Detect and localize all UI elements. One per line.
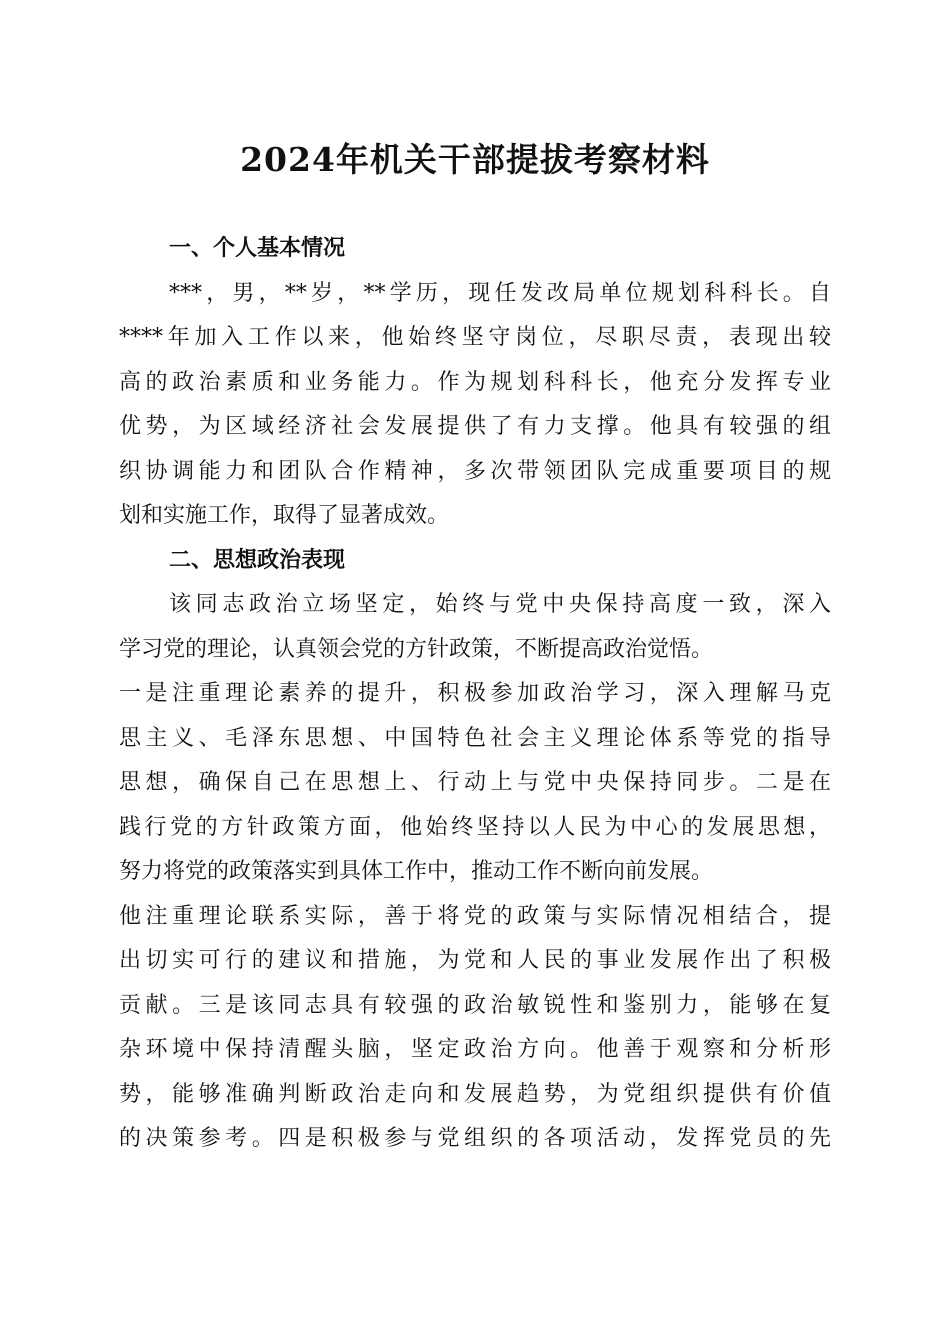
paragraph-line: 贡献。三是该同志具有较强的政治敏锐性和鉴别力，能够在复 — [119, 992, 831, 1018]
paragraph-line: 的决策参考。四是积极参与党组织的各项活动，发挥党员的先 — [119, 1126, 831, 1151]
paragraph-line: 杂环境中保持清醒头脑，坚定政治方向。他善于观察和分析形 — [119, 1037, 831, 1062]
paragraph-line: ***，男，**岁，**学历，现任发改局单位规划科科长。自 — [169, 280, 831, 306]
document-body — [119, 227, 831, 1162]
paragraph-line: 划和实施工作，取得了显著成效。 — [119, 503, 450, 528]
paragraph-line: 优势，为区域经济社会发展提供了有力支撑。他具有较强的组 — [119, 414, 831, 439]
paragraph-personal-info — [119, 272, 831, 539]
paragraph-line: 思主义、毛泽东思想、中国特色社会主义理论体系等党的指导 — [119, 725, 831, 751]
paragraph-line: 他注重理论联系实际，善于将党的政策与实际情况相结合，提 — [119, 903, 831, 929]
document-title: 2024年机关干部提拔考察材料 — [240, 140, 710, 179]
paragraph-line: 势，能够准确判断政治走向和发展趋势，为党组织提供有价值 — [119, 1081, 831, 1107]
paragraph-political-performance — [119, 583, 831, 1162]
paragraph-line: 高的政治素质和业务能力。作为规划科科长，他充分发挥专业 — [119, 369, 831, 395]
paragraph-line: 思想，确保自己在思想上、行动上与党中央保持同步。二是在 — [119, 770, 831, 795]
paragraph-line: 努力将党的政策落实到具体工作中，推动工作不断向前发展。 — [119, 859, 714, 884]
paragraph-line: 该同志政治立场坚定，始终与党中央保持高度一致，深入 — [169, 592, 831, 617]
paragraph-line: 出切实可行的建议和措施，为党和人民的事业发展作出了积极 — [119, 948, 831, 973]
paragraph-line: 织协调能力和团队合作精神，多次带领团队完成重要项目的规 — [119, 458, 831, 484]
paragraph-line: ****年加入工作以来，他始终坚守岗位，尽职尽责，表现出较 — [119, 325, 831, 350]
paragraph-line: 践行党的方针政策方面，他始终坚持以人民为中心的发展思想， — [119, 814, 831, 840]
paragraph-line: 一是注重理论素养的提升，积极参加政治学习，深入理解马克 — [119, 681, 831, 706]
section-heading-political-performance: 二、思想政治表现 — [169, 547, 346, 573]
section-heading-personal-info: 一、个人基本情况 — [169, 236, 346, 261]
paragraph-line: 学习党的理论，认真领会党的方针政策，不断提高政治觉悟。 — [119, 636, 714, 662]
